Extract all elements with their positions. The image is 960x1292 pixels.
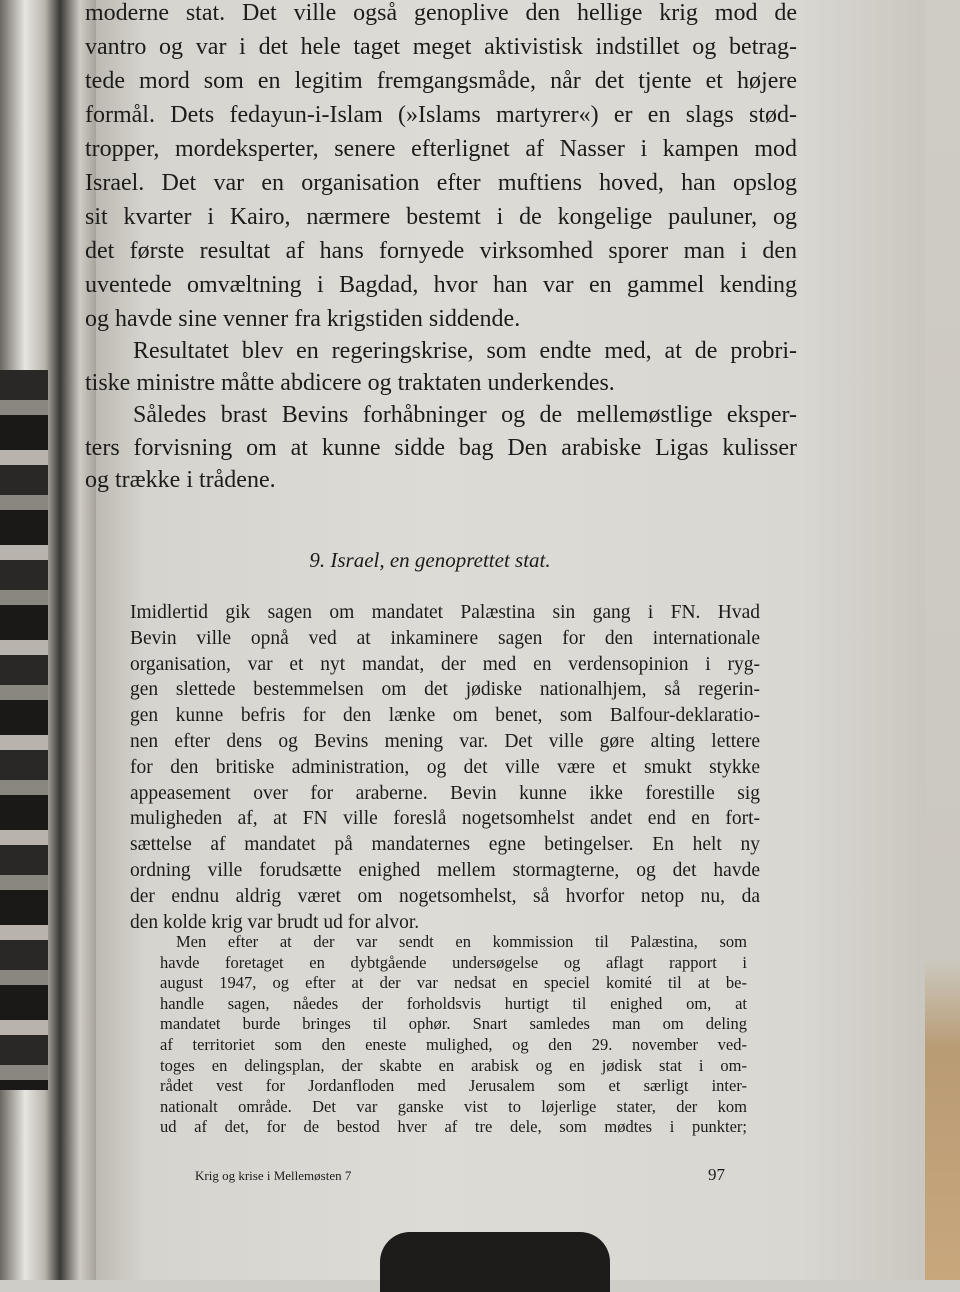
- text-line: appeasement over for araberne. Bevin kunne ikke forestille sig: [130, 782, 760, 804]
- page-number: 97: [708, 1165, 725, 1184]
- text-line: vantro og var i det hele taget meget aktivistisk indstillet og betrag-: [85, 34, 797, 60]
- text-line: sættelse af mandatet på mandaternes egne betingelser. En helt ny: [130, 834, 760, 856]
- text-line: ud af det, for de bestod hver af tre dele, som mødtes i punkter;: [160, 1117, 747, 1137]
- text-line: havde foretaget en dybtgående undersøgelse og aflagt rapport i: [160, 952, 747, 972]
- text-line: ordning ville forudsætte enighed mellem stormagterne, og det havde: [130, 860, 760, 881]
- text-line: tiske ministre måtte abdicere og traktaten underkendes.: [85, 370, 615, 396]
- text-line: organisation, var et nyt mandat, der med en verdensopinion i ryg-: [130, 653, 760, 675]
- text-line: muligheden af, at FN ville foreslå nogetsomhelst andet end en fort-: [130, 808, 760, 830]
- text-line: af territoriet som den eneste mulighed, og den 29. november ved-: [160, 1035, 747, 1054]
- section-heading: 9. Israel, en genoprettet stat.: [309, 548, 551, 572]
- text-line: gen slettede bestemmelsen om det jødiske nationalhjem, så regerin-: [130, 679, 760, 701]
- text-line: nationalt område. Det var ganske vist to løjerlige stater, der kom: [160, 1096, 747, 1116]
- text-line: Således brast Bevins forhåbninger og de mellemøstlige eksper-: [133, 402, 797, 428]
- text-line: Imidlertid gik sagen om mandatet Palæstina sin gang i FN. Hvad: [130, 602, 760, 623]
- text-line: gen kunne befris for den lænke om benet, som Balfour-deklaratio-: [130, 705, 760, 727]
- text-line: august 1947, og efter at der var nedsat en speciel komité til at be-: [160, 973, 747, 993]
- text-line: for den britiske administration, og det ville være et smukt stykke: [130, 756, 760, 778]
- text-line: den kolde krig var brudt ud for alvor.: [130, 911, 420, 933]
- text-line: formål. Dets fedayun-i-Islam (»Islams martyrer«) er en slags stød-: [85, 102, 797, 128]
- text-line: og havde sine venner fra krigstiden siddende.: [85, 306, 521, 332]
- text-line: uventede omvæltning i Bagdad, hvor han var en gammel kending: [85, 272, 797, 298]
- text-line: rådet vest for Jordanfloden med Jerusalem som et særligt inter-: [160, 1076, 747, 1096]
- foreground-object: [380, 1232, 610, 1292]
- text-line: tropper, mordeksperter, senere efterlignet af Nasser i kampen mod: [85, 136, 797, 162]
- footer-signature: Krig og krise i Mellemøsten 7: [195, 1168, 352, 1183]
- text-line: moderne stat. Det ville også genoplive den hellige krig mod de: [85, 0, 797, 26]
- text-line: Israel. Det var en organisation efter muftiens hoved, han opslog: [85, 170, 797, 196]
- text-line: det første resultat af hans fornyede virksomhed sporer man i den: [85, 238, 797, 264]
- text-line: Resultatet blev en regeringskrise, som endte med, at de probri-: [133, 338, 797, 364]
- text-line: sit kvarter i Kairo, nærmere bestemt i de kongelige pauluner, og: [85, 204, 797, 230]
- text-line: ters forvisning om at kunne sidde bag Den arabiske Ligas kulisser: [85, 435, 797, 461]
- text-line: toges en delingsplan, der skabte en arabisk og en jødisk stat i om-: [160, 1055, 747, 1075]
- text-line: der endnu aldrig været om nogetsomhelst, så hvorfor netop nu, da: [130, 885, 760, 907]
- text-line: nen efter dens og Bevins mening var. Det ville gøre alting lettere: [130, 731, 760, 752]
- text-line: Men efter at der var sendt en kommission til Palæstina, som: [176, 932, 747, 951]
- text-line: og trække i trådene.: [85, 467, 276, 493]
- background-wall: [925, 0, 960, 1280]
- text-line: handle sagen, nåedes der forholdsvis hurtigt til enighed om, at: [160, 993, 747, 1013]
- text-line: Bevin ville opnå ved at inkaminere sagen for den internationale: [130, 627, 760, 649]
- text-line: mandatet burde bringes til ophør. Snart samledes man om deling: [160, 1014, 747, 1034]
- facing-page-photo: [0, 370, 48, 1090]
- text-line: tede mord som en legitim fremgangsmåde, når det tjente et højere: [85, 68, 797, 94]
